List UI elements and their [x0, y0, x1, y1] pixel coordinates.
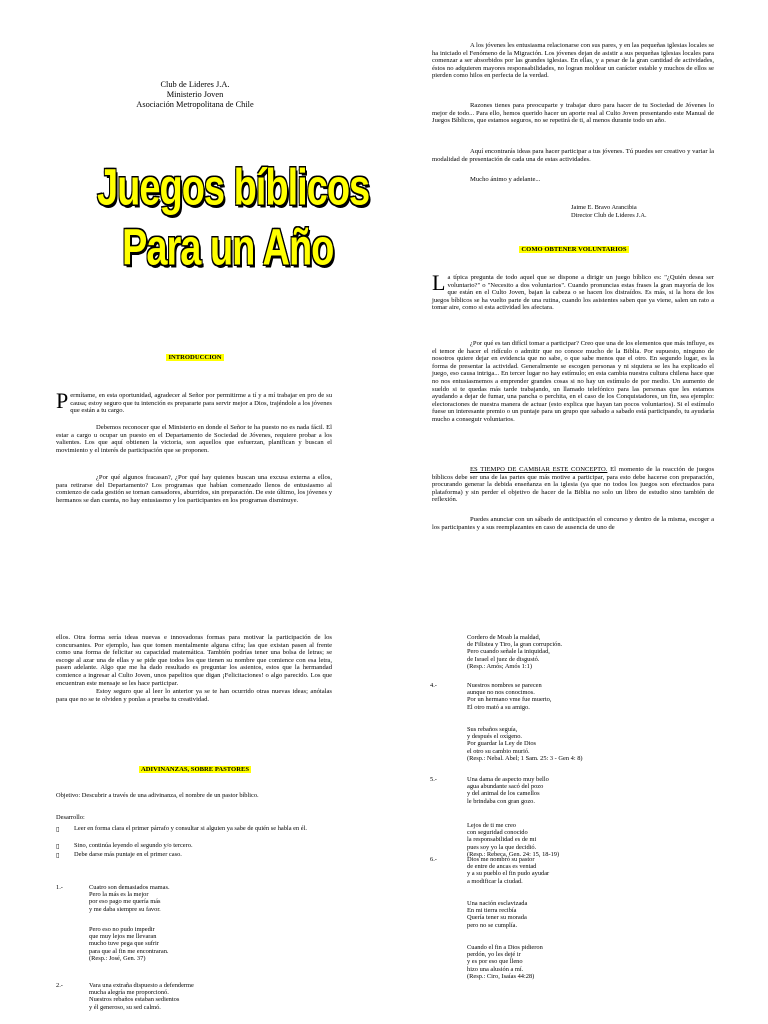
riddle-line: de Filistea y Tiro, la gran corrupción. — [467, 641, 563, 649]
development-step-3: Debe darse más puntaje en el primer caso. — [74, 851, 182, 858]
p2-paragraph-1: A los jóvenes les entusiasma relacionarse con sus pares, y en las pequeñas iglesias locales se ha iniciado el Fenómeno de la Migración. Los jóvenes dejan de asistir a sus pequeñas iglesias locales para comenzar a ser absorbidos por las grandes iglesias. En ellas, y a pesar de la gran cantidad de actividades, éstos no adquieren mayores responsabilidades, no logran moldear un carácter estable y muchos de ellos se pierden como hilos en perfecta de la verdad. — [432, 42, 714, 80]
riddle-3-verse-a — [467, 634, 687, 670]
riddle-line: le brindaba con gran gozo. — [467, 797, 535, 805]
signature-title: Director Club de Lideres J.A. — [571, 212, 647, 219]
riddle-line: y me daba siempre su favor. — [89, 905, 161, 913]
intro-paragraph-1 — [56, 388, 332, 415]
p3-paragraph-2: Estoy seguro que al leer lo anterior ya se te han ocurrido otras nuevas ideas; anótalas para que no se te olviden y ponlas a prueba tu creatividad. — [56, 688, 332, 703]
riddle-line: aunque no nos conocimos. — [467, 689, 535, 697]
riddle-line: Por guardar la Ley de Dios — [467, 740, 537, 748]
bullet-icon-1: ▯ — [56, 826, 60, 833]
title-line-2: Para un Año — [122, 220, 334, 277]
riddle-line: El otro mató a su amigo. — [467, 703, 530, 711]
riddle-answer: (Resp.: Ciro, Isaías 44:28) — [467, 972, 535, 980]
volunteers-heading — [474, 246, 674, 253]
riddle-2-number: 2.- — [56, 982, 63, 989]
p3-paragraph-1: ellos. Otra forma sería ideas nuevas e innovadoras formas para motivar la participación de los concursantes. Por ejemplo, has que tomen mentalmente alguna cifra; las que existan pasen al frente como una forma de felicitar su capacidad matemática. También podrías tener una bolsa de letras; se escoge al azar una de ellas y se pide que todos los que tienen su nombre que comience con esa letra, pasen adelante. Algo que me ha dado resultado es preguntar los asientos, estos que la hermandad comience a ingresar al Culto Joven, unos papelitos que digan ¡Felicitaciones! o algo parecido. Los que encuentran este mensaje se les hace participar. — [56, 634, 332, 687]
riddle-answer: (Resp.: Nebal. Abel; 1 Sam. 25: 3 - Gen 4: 8) — [467, 754, 583, 762]
riddle-4-verse-b — [467, 726, 697, 762]
riddle-5-verse-b — [467, 822, 687, 858]
header-line-3: Asociación Metropolitana de Chile — [136, 100, 254, 109]
volunteers-heading-text: COMO OBTENER VOLUNTARIOS — [521, 246, 627, 253]
riddle-answer: (Resp.: Rebeca, Gen. 24: 15, 18-19) — [467, 850, 560, 858]
riddle-5-number: 5.- — [430, 776, 437, 783]
intro-paragraph-3: ¿Por qué algunos fracasan?, ¿Por qué hay quienes buscan una excusa externa a ellos, para retirarse del Departamento? Los programas que habían comenzado llenos de entusiasmo al comienzo de cada gestión se tornan cansadores, aburridos, sin preparación. De este último, los jóvenes y hermanos se dan cuenta, no hay entusiasmo y los participantes en los programas disminuye. — [56, 474, 332, 504]
riddle-line: y él generoso, su sed calmó. — [89, 1003, 161, 1011]
riddle-answer: (Resp.: Amós; Amós 1:1) — [467, 662, 532, 670]
page-2 — [384, 0, 768, 600]
riddle-line: Dios me nombró su pastor — [467, 856, 535, 863]
riddle-line: agua abundante sacó del pozo — [467, 783, 544, 791]
riddle-line: Una dama de aspecto muy bello — [467, 776, 549, 783]
riddles-heading — [90, 766, 300, 773]
riddle-line: mucha alegría me proporcionó. — [89, 989, 169, 997]
intro-heading-text: INTRODUCCION — [168, 354, 222, 361]
volunteers-dropcap: L — [432, 270, 446, 295]
p2-paragraph-7-text: El momento de la reacción de juegos bíblicos debe ser una de las partes que más motive a participar, para esto debe hacerse con preparación, procurando generar la debida enseñanza en la iglesia (ya que no todos los juegos son efectuados para plataforma) y sin perder el objetivo de hacer de la Biblia no solo un libro de estudio sino también de reflexión. — [432, 466, 715, 504]
title-line-1: Juegos bíblicos — [97, 160, 370, 217]
page-4 — [384, 600, 768, 1024]
page-3 — [0, 600, 384, 1024]
riddle-6-verse-a — [467, 856, 687, 885]
riddle-line: Nuestros nombres se parecen — [467, 682, 542, 689]
development-label: Desarrollo: — [56, 814, 85, 821]
bullet-icon-3: ▯ — [56, 852, 60, 859]
riddle-4-verse-a — [467, 682, 687, 711]
riddle-line: Cuatro son demasiados mamas. — [89, 884, 170, 891]
intro-paragraph-2: Debemos reconocer que el Ministerio en donde el Señor te ha puesto no es nada fácil. El estar a cargo u ocupar un puesto en el Departamento de Sociedad de Jóvenes, requiere probar a los valientes. Los que aquí obtienen la victoria, son aquellos que esfuerzan, planifican y buscan el movimiento y el interés de participación que se proponen. — [56, 424, 332, 454]
riddle-line: Pero eso no pudo impedir — [89, 926, 155, 933]
riddle-line: hizo una alusión a mí. — [467, 965, 524, 973]
riddle-line: y del animal de los camellos — [467, 790, 540, 798]
riddle-line: Nuestros rebaños estaban sedientos — [89, 996, 180, 1004]
p2-paragraph-2: Razones tienes para preocuparte y trabajar duro para hacer de tu Sociedad de Jóvenes lo mejor de todo... Para ello, hemos querido hacer un aporte real al Culto Joven presentando este Manual de Juegos Bíblicos, que estamos seguros, no se repetirá de ti, al menos durante todo un año. — [432, 102, 714, 125]
header-line-1: Club de Lideres J.A. — [160, 80, 230, 89]
p2-paragraph-5 — [432, 270, 714, 312]
riddle-line: la responsabilidad es de mi — [467, 836, 537, 844]
intro-heading — [100, 354, 290, 361]
p2-paragraph-5-text: a típica pregunta de todo aquel que se dispone a dirigir un juego bíblico es: "¿Quién desea ser voluntario?" o "Necesito a dos voluntarios". Cuando pronuncias estas frases la gran mayoría de los que están en el Culto Joven, bajan la cabeza o se hacen los distraídos. Es más, si la hora de los juegos bíblicos se ha vuelto parte de una rutina, cuando los asistentes saben que ya viene, salen un rato a tomar aire, como si esta actividad les afectara. — [432, 274, 714, 312]
riddle-2-verse-a — [89, 982, 289, 1011]
bullet-icon-2: ▯ — [56, 843, 60, 850]
riddle-line: y es por eso que lleno — [467, 958, 523, 966]
riddle-line: pues soy yo la que decidió. — [467, 843, 537, 851]
riddle-line: Vara una extraña dispuesto a defenderme — [89, 982, 194, 989]
riddle-line: Cordero de Moab la maldad, — [467, 634, 541, 641]
riddle-1-verse-a — [89, 884, 289, 913]
riddle-line: con seguridad conocido — [467, 829, 528, 837]
development-step-1: Leer en forma clara el primer párrafo y consultar si alguien ya sabe de quién se habla en él. — [74, 825, 307, 832]
riddle-line: para que al fin me encontraran. — [89, 947, 169, 955]
riddle-line: a modificar la ciudad. — [467, 877, 523, 885]
intro-dropcap: P — [56, 388, 69, 413]
p2-paragraph-4: Mucho ánimo y adelante... — [470, 176, 541, 183]
objective: Objetivo: Descubrir a través de una adivinanza, el nombre de un pastor bíblico. — [56, 792, 259, 799]
riddle-6-verse-c — [467, 944, 687, 980]
riddles-heading-text: ADIVINANZAS, SOBRE PASTORES — [140, 766, 250, 773]
p2-paragraph-6: ¿Por qué es tan difícil tomar a participar? Creo que una de los elementos que más influye, es el temor de hacer el ridículo o admitir que no conoce mucho de la Biblia. Por supuesto, ninguno de nosotros quiere dejar en evidencia que no sabe, o que sabe menos que el otro. En segundo lugar, es la forma de presentar la actividad. Generalmente se escogen personas y ni siquiera se les ha explicado el juego, eso causa intriga... En tercer lugar no hay estímulo; en esta cambia nuestra cultura chilena hace que no nos entusiasmemos a emprender grandes cosas si no hay un estímulo de por medio. Un aumento de sueldo si te quedas más tarde trabajando, un llamado telefónico para las personas que les estamos ayudando a dejar de fumar, una pancha o perchita, en el caso de los Conquistadores, un fin, sea ejemplo: electoraciones de nuestra manera de actuar (esto explica que hayan tan pocos voluntarios). Si el estímulo fuese un interesante premio o un puntaje para un grupo que sabado a sabado está participando, tu ayudaría mucho a conseguir voluntarios. — [432, 340, 714, 423]
riddle-4-number: 4.- — [430, 682, 437, 689]
riddle-6-number: 6.- — [430, 856, 437, 863]
p2-paragraph-7 — [432, 466, 714, 504]
riddle-1-verse-b — [89, 926, 289, 962]
riddle-line: de Israel el juez de disgustó. — [467, 655, 540, 663]
p2-paragraph-7-lead: ES TIEMPO DE CAMBIAR ESTE CONCEPTO. — [470, 466, 608, 473]
riddle-line: que muy lejos me llevaran — [89, 933, 157, 941]
header-line-2: Ministerio Joven — [166, 90, 224, 99]
riddle-line: pero no se cumplía. — [467, 921, 518, 929]
riddle-line: Una nación esclavizada — [467, 900, 528, 907]
riddle-1-number: 1.- — [56, 884, 63, 891]
riddle-line: el otro su cambio murió. — [467, 747, 530, 755]
riddle-line: Lejos de ti me creo — [467, 822, 516, 829]
riddle-line: Cuando el fin a Dios pidieron — [467, 944, 543, 951]
development-step-2: Sino, continúa leyendo el segundo y/o tercero. — [74, 842, 193, 849]
signature-name: Jaime E. Bravo Arancibia — [571, 204, 637, 211]
riddle-line: Por un hermano vme fue muerto, — [467, 696, 552, 704]
riddle-6-verse-b — [467, 900, 687, 929]
riddle-line: Pero la más es la mejor — [89, 891, 149, 899]
riddle-line: Pero cuando señale la iniquidad, — [467, 648, 550, 656]
riddle-line: Sus rebaños seguía, — [467, 726, 518, 733]
riddle-line: En mi tierra recibía — [467, 907, 517, 915]
riddle-line: Quería tener su morada — [467, 914, 527, 922]
riddle-line: y después el oxígeno. — [467, 733, 523, 741]
p2-paragraph-8: Puedes anunciar con un sábado de anticipación el concurso y dentro de la misma, escoger a los participantes y a sus reemplazantes en caso de ausencia de uno de — [432, 516, 714, 531]
riddle-line: perdón, yo les dejé ir — [467, 951, 521, 959]
riddle-5-verse-a — [467, 776, 687, 805]
page-1 — [0, 0, 384, 600]
p2-paragraph-3: Aquí encontrarás ideas para hacer participar a tus jóvenes. Tú puedes ser creativo y variar la modalidad de presentación de cada una de estas actividades. — [432, 148, 714, 163]
riddle-answer: (Resp.: José, Gen. 37) — [89, 954, 146, 962]
riddle-line: por eso pago me quería más — [89, 898, 161, 906]
riddle-line: mucho tuve pega que sufrir — [89, 940, 159, 948]
riddle-line: y a su pueblo el fin pudo ayudar — [467, 870, 550, 878]
intro-paragraph-1-text: ermítame, en esta oportunidad, agradecer al Señor por permitirme a tí y a mí trabajar en pro de su causa; estoy seguro que tu intención es prepararte para servir mejor a Dios, trajéndole a los jóvenes que están a tu cargo. — [70, 392, 332, 415]
riddle-line: de entre de ancas es ventad — [467, 863, 537, 871]
